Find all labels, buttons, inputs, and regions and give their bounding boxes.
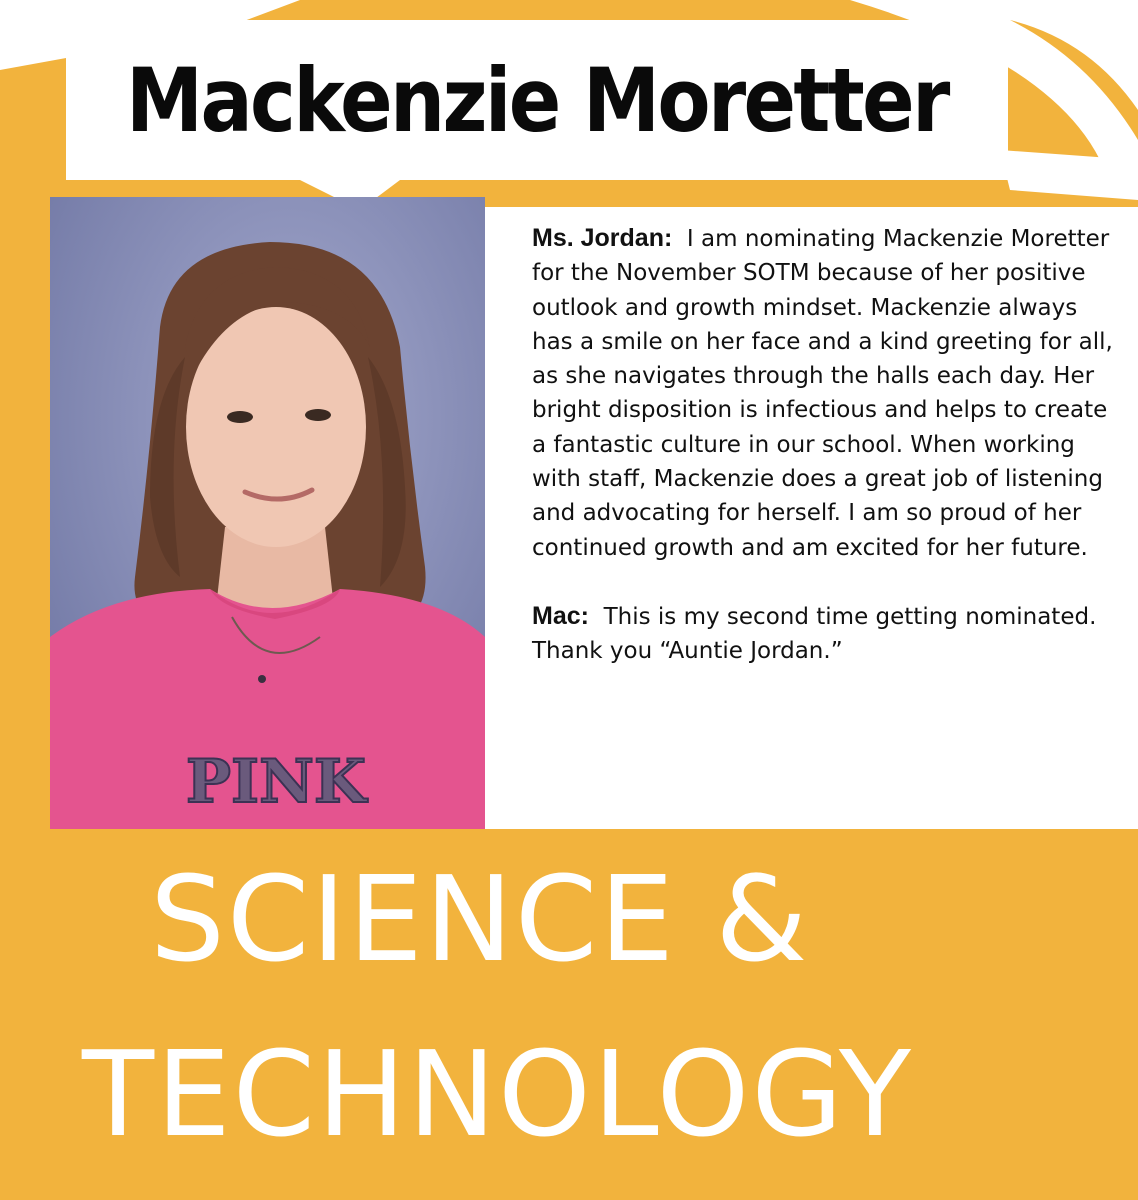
shirt-text: PINK <box>185 747 367 817</box>
title-banner <box>66 20 1008 180</box>
nomination-text-block <box>532 221 1124 669</box>
nomination-paragraph <box>532 221 1124 565</box>
student-name: Mackenzie Moretter <box>126 48 948 152</box>
banner-line-1: SCIENCE & <box>150 850 810 988</box>
reply-text: This is my second time getting nominated. Thank you “Auntie Jordan.” <box>532 603 1097 665</box>
banner-line-2: TECHNOLOGY <box>82 1025 913 1163</box>
nominator-label: Ms. Jordan: <box>532 224 673 252</box>
student-photo <box>50 197 485 829</box>
reply-paragraph <box>532 599 1124 669</box>
nomination-text: I am nominating Mackenzie Moretter for the November SOTM because of her positive outlook and growth mindset. Mackenzie always has a smile on her face and a kind greeting for all, as she navigates through the halls each day. Her bright disposition is infectious and helps to create a fantastic culture in our school. When working with staff, Mackenzie does a great job of listening and advocating for herself. I am so proud of her continued growth and am excited for her future. <box>532 226 1113 561</box>
reply-label: Mac: <box>532 601 589 630</box>
